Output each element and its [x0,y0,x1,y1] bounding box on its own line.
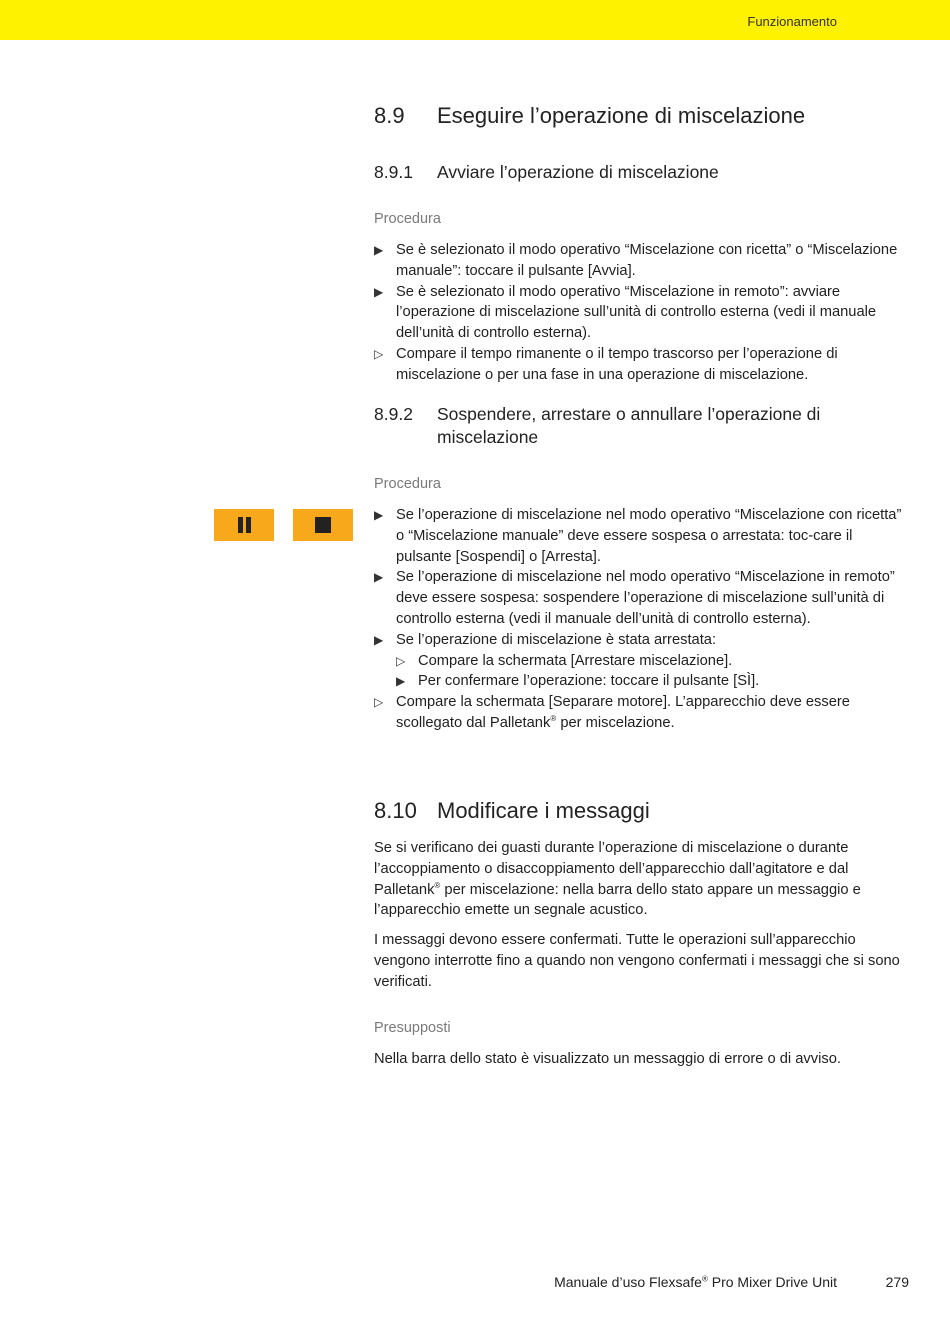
result-marker-icon: ▷ [374,346,384,361]
action-marker-icon: ▶ [374,570,384,585]
action-marker-icon: ▶ [396,674,406,689]
list-item-text: per miscelazione. [556,714,675,731]
procedure-label: Procedura [374,476,441,492]
paragraph-text: per miscelazione: nella barra dello stato appare un messaggio e l’apparecchio emette un segnale acustico. [374,881,861,919]
procedure-list-2 [374,505,910,734]
heading-text: Eseguire l’operazione di miscelazione [437,103,806,128]
list-item-text: Se è selezionato il modo operativo “Miscelazione in remoto”: avviare l’operazione di miscelazione sull’unità di controllo esterna (vedi il manuale dell’unità di controllo esterna). [396,283,877,342]
footer-text: Manuale d’uso Flexsafe [554,1274,702,1290]
list-item [396,671,910,692]
heading-8-10 [374,798,650,824]
list-item-text: Compare la schermata [Arrestare miscelazione]. [418,652,733,669]
list-item-text: Per confermare l’operazione: toccare il pulsante [SÌ]. [418,673,760,690]
footer-manual-title [554,1274,837,1290]
action-marker-icon: ▶ [374,284,384,299]
action-marker-icon: ▶ [374,508,384,522]
heading-number: 8.9.2 [374,404,413,424]
list-item [374,630,910,692]
heading-8-9 [374,103,805,129]
heading-number: 8.9 [374,103,405,128]
list-item-text: Se è selezionato il modo operativo “Miscelazione con ricetta” o “Miscelazione manuale”: toccare il pulsante [Avvia]. [396,242,898,279]
list-item-text: Compare il tempo rimanente o il tempo trascorso per l’operazione di miscelazione o per una fase in una operazione di miscelazione. [396,345,838,383]
list-item [374,692,910,734]
prerequisites-label: Presupposti [374,1020,451,1036]
paragraph: I messaggi devono essere confermati. Tutte le operazioni sull’apparecchio vengono interrotte fino a quando non vengono confermati i messaggi che si sono verificati. [374,932,900,990]
list-item [374,282,910,344]
sub-list [396,651,910,693]
page-number: 279 [885,1274,909,1290]
registered-mark: ® [701,1274,708,1284]
action-marker-icon: ▶ [374,243,384,257]
heading-number: 8.9.1 [374,162,413,182]
registered-mark: ® [434,880,441,890]
list-item-text: Se l’operazione di miscelazione nel modo operativo “Miscelazione in remoto” deve essere sospesa: sospendere l’operazione di miscelazione sull’unità di controllo esterna (vedi il manuale dell’unità di controllo esterna). [396,569,895,627]
header-bar [0,0,950,40]
heading-text: Modificare i messaggi [437,798,650,823]
procedure-label: Procedura [374,211,441,227]
heading-8-9-1 [374,161,877,184]
section-title: Funzionamento [747,14,837,29]
heading-8-9-2 [374,403,877,449]
footer-text: Pro Mixer Drive Unit [707,1274,837,1290]
list-item [374,240,910,282]
paragraph: Nella barra dello stato è visualizzato un messaggio di errore o di avviso. [374,1051,841,1067]
procedure-list-1 [374,240,910,386]
stop-icon [315,517,331,533]
list-item [374,567,910,629]
action-marker-icon: ▶ [374,632,384,647]
result-marker-icon: ▷ [396,653,406,668]
heading-text: Sospendere, arrestare o annullare l’operazione di miscelazione [437,404,821,447]
list-item-text: Se l’operazione di miscelazione è stata arrestata: [396,631,717,648]
heading-number: 8.10 [374,798,417,823]
result-marker-icon: ▷ [374,695,384,710]
registered-mark: ® [550,714,557,724]
list-item-text: Se l’operazione di miscelazione nel modo operativo “Miscelazione con ricetta” o “Miscelazione manuale” deve essere sospesa o arrestata: toc-care il pulsante [Sospendi] o [Arresta]. [396,507,902,565]
list-item [374,344,910,386]
pause-button-illustration [214,509,274,541]
paragraph [374,838,910,921]
paragraph-text: Se si verificano dei guasti durante l’operazione di miscelazione o durante l’accoppiamento o disaccoppiamento dell’apparecchio dall’agitatore e dal Palletank [374,840,849,898]
list-item [396,651,910,672]
heading-text: Avviare l’operazione di miscelazione [437,162,719,182]
list-item [374,505,910,567]
list-item-text: Compare la schermata [Separare motore]. L’apparecchio deve essere scollegato dal Palletank [396,694,850,731]
stop-button-illustration [293,509,353,541]
